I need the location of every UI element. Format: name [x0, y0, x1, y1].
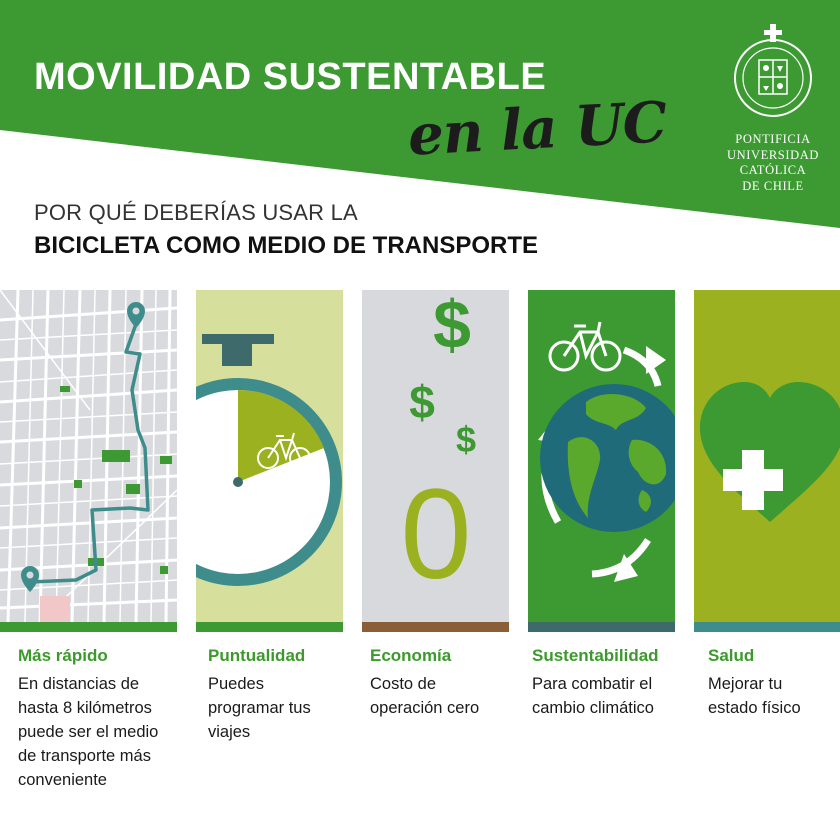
- caption-punctual: [208, 646, 358, 744]
- caption-line: Mejorar tu: [708, 675, 783, 693]
- caption-line: Para combatir el: [532, 675, 653, 693]
- caption-title: Salud: [708, 646, 755, 665]
- subtitle-line-1: POR QUÉ DEBERÍAS USAR LA: [34, 200, 358, 225]
- caption-fast: [18, 646, 188, 792]
- money-icon: [362, 290, 509, 632]
- dollar-medium-icon: $: [409, 376, 435, 428]
- panel-fast: [0, 290, 177, 632]
- logo-text: [718, 132, 828, 194]
- zero-cost-label: 0: [400, 463, 472, 606]
- caption-line: Puedes: [208, 675, 264, 693]
- caption-economy: [370, 646, 520, 720]
- stopwatch-icon: [196, 290, 343, 632]
- panel-economy: [362, 290, 509, 632]
- panel-punctual: [196, 290, 343, 632]
- logo-line: DE CHILE: [742, 178, 804, 193]
- logo-line: UNIVERSIDAD: [726, 147, 819, 162]
- page-script-title: en la UC: [406, 89, 668, 169]
- caption-line: puede ser el medio: [18, 723, 159, 741]
- caption-title: Más rápido: [18, 646, 108, 665]
- heart-health-icon: [694, 290, 840, 632]
- caption-title: Sustentabilidad: [532, 646, 659, 665]
- caption-text: [708, 672, 838, 720]
- logo-line: PONTIFICIA: [735, 132, 811, 146]
- caption-line: viajes: [208, 723, 251, 741]
- caption-line: Costo de: [370, 675, 437, 693]
- panel-health: [694, 290, 840, 632]
- caption-line: En distancias de: [18, 675, 140, 693]
- caption-health: [708, 646, 838, 720]
- logo-line: CATÓLICA: [739, 163, 807, 177]
- university-logo: [718, 20, 828, 194]
- page-title: MOVILIDAD SUSTENTABLE: [34, 56, 547, 98]
- caption-line: hasta 8 kilómetros: [18, 699, 152, 717]
- globe-recycle-icon: [528, 290, 675, 632]
- panel-sustainability: [528, 290, 675, 632]
- caption-line: operación cero: [370, 699, 480, 717]
- caption-line: programar tus: [208, 699, 311, 717]
- caption-title: Economía: [370, 646, 452, 665]
- caption-text: [18, 672, 188, 792]
- caption-text: [532, 672, 692, 720]
- caption-line: estado físico: [708, 699, 801, 717]
- caption-line: conveniente: [18, 771, 107, 789]
- map-route-icon: [0, 290, 177, 632]
- caption-text: [208, 672, 358, 744]
- dollar-small-icon: $: [455, 419, 477, 460]
- caption-sustainability: [532, 646, 692, 720]
- caption-line: de transporte más: [18, 747, 151, 765]
- subtitle-line-2: BICICLETA COMO MEDIO DE TRANSPORTE: [34, 232, 538, 259]
- dollar-large-icon: $: [433, 290, 471, 363]
- caption-title: Puntualidad: [208, 646, 306, 665]
- crest-icon: [729, 20, 817, 124]
- caption-text: [370, 672, 520, 720]
- caption-line: cambio climático: [532, 699, 654, 717]
- benefit-panels: [0, 290, 840, 632]
